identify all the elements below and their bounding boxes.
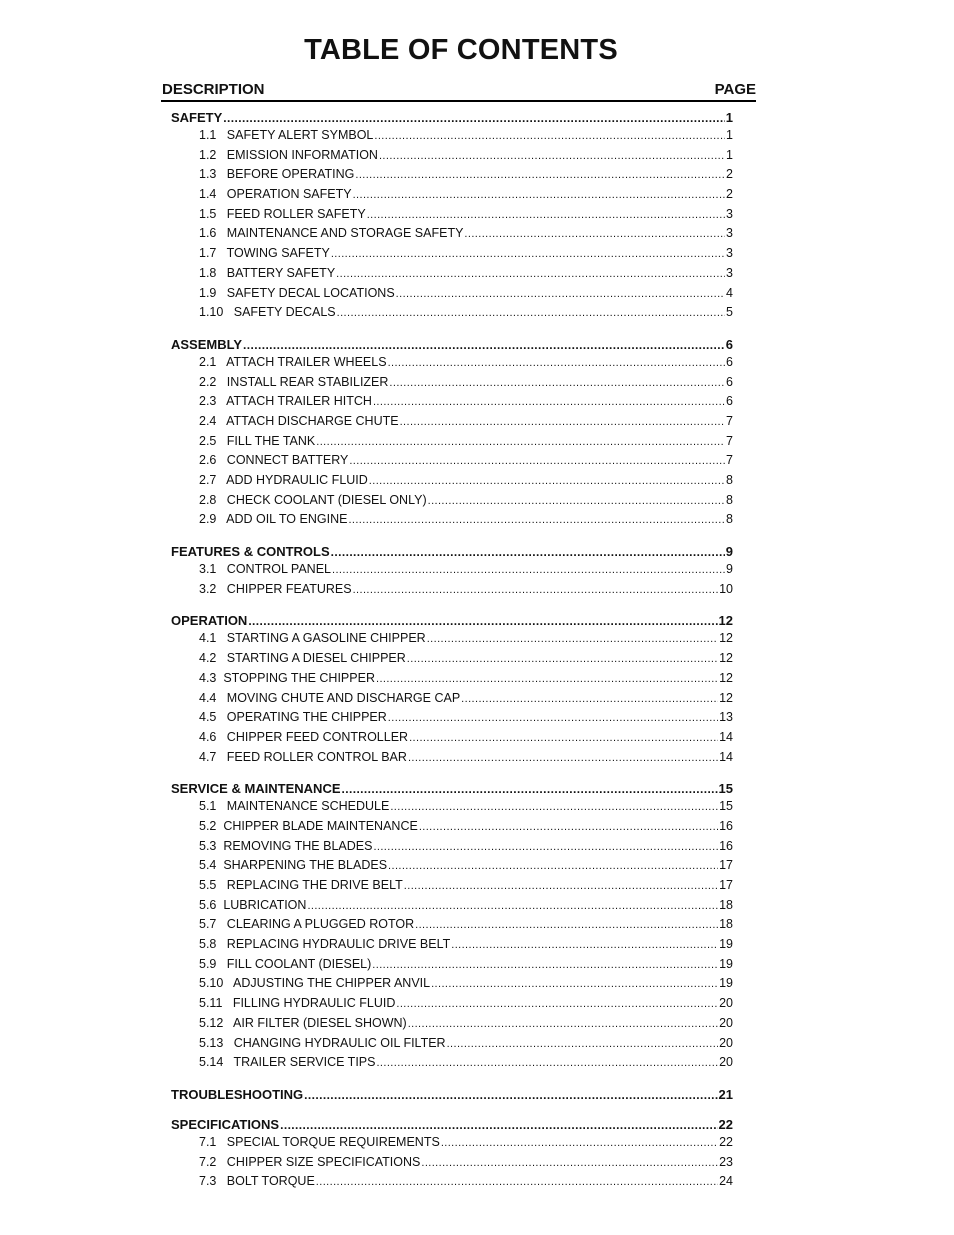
table-of-contents: [171, 109, 733, 1192]
subsection-title: 5.11 FILLING HYDRAULIC FLUID: [199, 996, 396, 1011]
subsection-title: 7.2 CHIPPER SIZE SPECIFICATIONS: [199, 1154, 421, 1169]
toc-subsection-entry[interactable]: [171, 974, 733, 994]
toc-subsection-entry[interactable]: [171, 471, 733, 491]
dot-leader: [369, 472, 725, 491]
toc-section: [171, 612, 733, 767]
subsection-title: 7.3 BOLT TORQUE: [199, 1174, 315, 1189]
toc-subsection-entry[interactable]: [171, 935, 733, 955]
subsection-page-number: 8: [726, 492, 733, 507]
toc-subsection-entry[interactable]: [171, 1014, 733, 1034]
subsection-title: 2.6 CONNECT BATTERY: [199, 453, 349, 468]
dot-leader: [331, 245, 725, 264]
toc-subsection-entry[interactable]: [171, 412, 733, 432]
subsection-title: 5.9 FILL COOLANT (DIESEL): [199, 956, 372, 971]
subsection-title: 2.9 ADD OIL TO ENGINE: [199, 512, 348, 527]
subsection-page-number: 20: [719, 1015, 733, 1030]
toc-subsection-entry[interactable]: [171, 728, 733, 748]
dot-leader: [376, 1054, 718, 1073]
subsection-title: 2.7 ADD HYDRAULIC FLUID: [199, 473, 368, 487]
toc-subsection-entry[interactable]: [171, 1034, 733, 1054]
subsection-page-number: 8: [726, 473, 733, 487]
dot-leader: [349, 452, 725, 471]
subsection-page-number: 18: [719, 897, 733, 912]
dot-leader: [379, 147, 725, 166]
subsection-title: 5.5 REPLACING THE DRIVE BELT: [199, 878, 403, 892]
subsection-title: 3.2 CHIPPER FEATURES: [199, 581, 352, 596]
subsection-page-number: 19: [719, 956, 733, 971]
dot-leader: [409, 729, 718, 748]
subsection-page-number: 3: [726, 265, 733, 280]
toc-section: [171, 543, 733, 599]
toc-subsection-entry[interactable]: [171, 1133, 733, 1153]
toc-subsection-entry[interactable]: [171, 146, 733, 166]
dot-leader: [367, 206, 725, 225]
subsection-title: 3.1 CONTROL PANEL: [199, 562, 331, 577]
subsection-page-number: 19: [719, 937, 733, 952]
toc-subsection-entry[interactable]: [171, 205, 733, 225]
subsection-page-number: 12: [719, 670, 733, 685]
subsection-page-number: 24: [719, 1174, 733, 1189]
subsection-page-number: 6: [726, 394, 733, 409]
subsection-page-number: 17: [719, 858, 733, 873]
subsection-page-number: 12: [719, 651, 733, 666]
toc-subsection-entry[interactable]: [171, 224, 733, 244]
toc-subsection-entry[interactable]: [171, 915, 733, 935]
toc-subsection-entry[interactable]: [171, 876, 733, 896]
subsection-page-number: 16: [719, 838, 733, 853]
toc-section-entry[interactable]: [171, 109, 733, 126]
subsection-title: 4.1 STARTING A GASOLINE CHIPPER: [199, 631, 426, 646]
subsection-title: 5.10 ADJUSTING THE CHIPPER ANVIL: [199, 976, 431, 991]
subsection-page-number: 20: [719, 1055, 733, 1070]
subsection-page-number: 18: [719, 917, 733, 932]
toc-section-entry[interactable]: [171, 543, 733, 560]
subsection-title: 2.1 ATTACH TRAILER WHEELS: [199, 354, 387, 369]
subsection-title: 2.3 ATTACH TRAILER HITCH: [199, 394, 372, 409]
dot-leader: [248, 613, 717, 629]
subsection-page-number: 4: [726, 285, 733, 300]
toc-section: [171, 1086, 733, 1103]
subsection-title: 2.5 FILL THE TANK: [199, 433, 316, 448]
subsection-page-number: 17: [719, 878, 733, 892]
subsection-title: 1.5 FEED ROLLER SAFETY: [199, 206, 366, 221]
dot-leader: [421, 1154, 718, 1173]
dot-leader: [428, 492, 725, 511]
subsection-title: 4.7 FEED ROLLER CONTROL BAR: [199, 749, 407, 764]
toc-column-header: [161, 80, 756, 102]
dot-leader: [464, 225, 725, 244]
dot-leader: [388, 857, 718, 876]
toc-section: [171, 1116, 733, 1192]
toc-subsection-entry[interactable]: [171, 817, 733, 837]
toc-section-entry[interactable]: [171, 336, 733, 353]
subsection-page-number: 23: [719, 1154, 733, 1169]
dot-leader: [407, 650, 718, 669]
dot-leader: [307, 897, 718, 916]
description-column-label: DESCRIPTION: [162, 81, 265, 98]
toc-subsection-entry[interactable]: [171, 126, 733, 146]
subsection-title: 4.6 CHIPPER FEED CONTROLLER: [199, 729, 409, 744]
dot-leader: [419, 818, 718, 837]
toc-subsection-entry[interactable]: [171, 1172, 733, 1192]
toc-subsection-entry[interactable]: [171, 649, 733, 669]
toc-subsection-entry[interactable]: [171, 432, 733, 452]
section-page-number: 12: [718, 613, 733, 629]
dot-leader: [376, 670, 718, 689]
toc-subsection-entry[interactable]: [171, 708, 733, 728]
subsection-page-number: 2: [726, 167, 733, 182]
dot-leader: [388, 709, 718, 728]
subsection-page-number: 14: [719, 729, 733, 744]
subsection-page-number: 15: [719, 799, 733, 814]
section-page-number: 9: [725, 544, 733, 560]
toc-section: [171, 109, 733, 323]
dot-leader: [390, 798, 718, 817]
dot-leader: [353, 581, 719, 600]
dot-leader: [400, 413, 725, 432]
subsection-title: 5.3 REMOVING THE BLADES: [199, 838, 373, 853]
dot-leader: [243, 337, 725, 353]
subsection-page-number: 12: [719, 690, 733, 705]
toc-subsection-entry[interactable]: [171, 560, 733, 580]
subsection-title: 4.3 STOPPING THE CHIPPER: [199, 670, 375, 685]
subsection-title: 1.9 SAFETY DECAL LOCATIONS: [199, 285, 395, 300]
subsection-page-number: 20: [719, 996, 733, 1011]
toc-section-entry[interactable]: [171, 1116, 733, 1133]
subsection-title: 4.5 OPERATING THE CHIPPER: [199, 710, 387, 725]
page-column-label: PAGE: [714, 81, 756, 98]
page-title: TABLE OF CONTENTS: [304, 34, 618, 66]
section-page-number: 1: [725, 110, 733, 125]
dot-leader: [331, 544, 725, 560]
subsection-page-number: 1: [726, 128, 733, 142]
dot-leader: [316, 1173, 718, 1192]
subsection-title: 1.10 SAFETY DECALS: [199, 305, 336, 320]
toc-subsection-entry[interactable]: [171, 837, 733, 857]
subsection-page-number: 3: [726, 206, 733, 221]
dot-leader: [372, 956, 718, 975]
dot-leader: [280, 1117, 717, 1133]
section-page-number: 6: [725, 336, 733, 352]
subsection-title: 1.6 MAINTENANCE AND STORAGE SAFETY: [199, 226, 464, 241]
toc-subsection-entry[interactable]: [171, 994, 733, 1014]
toc-section-entry[interactable]: [171, 780, 733, 797]
toc-subsection-entry[interactable]: [171, 629, 733, 649]
subsection-page-number: 12: [719, 631, 733, 646]
dot-leader: [353, 186, 725, 205]
dot-leader: [373, 838, 718, 857]
subsection-page-number: 22: [719, 1134, 733, 1149]
dot-leader: [388, 354, 725, 373]
subsection-page-number: 19: [719, 976, 733, 991]
subsection-page-number: 9: [726, 562, 733, 577]
dot-leader: [415, 916, 718, 935]
toc-subsection-entry[interactable]: [171, 284, 733, 304]
dot-leader: [396, 285, 725, 304]
dot-leader: [336, 265, 725, 284]
dot-leader: [431, 975, 718, 994]
toc-subsection-entry[interactable]: [171, 797, 733, 817]
section-page-number: 15: [718, 781, 733, 797]
toc-subsection-entry[interactable]: [171, 669, 733, 689]
subsection-title: 5.14 TRAILER SERVICE TIPS: [199, 1055, 376, 1070]
subsection-page-number: 3: [726, 226, 733, 241]
toc-subsection-entry[interactable]: [171, 491, 733, 511]
toc-subsection-entry[interactable]: [171, 244, 733, 264]
toc-subsection-entry[interactable]: [171, 1053, 733, 1073]
toc-subsection-entry[interactable]: [171, 353, 733, 373]
section-title: SERVICE & MAINTENANCE: [171, 781, 341, 797]
toc-subsection-entry[interactable]: [171, 896, 733, 916]
subsection-title: 5.13 CHANGING HYDRAULIC OIL FILTER: [199, 1035, 446, 1050]
toc-section: [171, 336, 733, 530]
subsection-page-number: 10: [719, 581, 733, 596]
dot-leader: [389, 374, 725, 393]
subsection-title: 5.2 CHIPPER BLADE MAINTENANCE: [199, 818, 418, 833]
toc-section-entry[interactable]: [171, 612, 733, 629]
section-title: FEATURES & CONTROLS: [171, 544, 330, 560]
dot-leader: [355, 166, 725, 185]
toc-subsection-entry[interactable]: [171, 185, 733, 205]
toc-subsection-entry[interactable]: [171, 510, 733, 530]
toc-subsection-entry[interactable]: [171, 303, 733, 323]
subsection-title: 5.8 REPLACING HYDRAULIC DRIVE BELT: [199, 937, 451, 952]
dot-leader: [223, 110, 724, 126]
toc-subsection-entry[interactable]: [171, 955, 733, 975]
subsection-page-number: 5: [726, 305, 733, 320]
subsection-page-number: 1: [726, 147, 733, 162]
toc-subsection-entry[interactable]: [171, 580, 733, 600]
subsection-title: 1.7 TOWING SAFETY: [199, 246, 330, 261]
toc-subsection-entry[interactable]: [171, 392, 733, 412]
section-title: SPECIFICATIONS: [171, 1116, 280, 1132]
dot-leader: [374, 127, 725, 146]
subsection-title: 1.1 SAFETY ALERT SYMBOL: [199, 128, 374, 142]
toc-subsection-entry[interactable]: [171, 856, 733, 876]
subsection-title: 5.1 MAINTENANCE SCHEDULE: [199, 799, 390, 814]
dot-leader: [404, 877, 718, 896]
dot-leader: [461, 690, 718, 709]
toc-subsection-entry[interactable]: [171, 264, 733, 284]
subsection-title: 5.12 AIR FILTER (DIESEL SHOWN): [199, 1015, 407, 1030]
toc-subsection-entry[interactable]: [171, 373, 733, 393]
subsection-page-number: 16: [719, 818, 733, 833]
section-title: SAFETY: [171, 110, 223, 125]
toc-section-entry[interactable]: [171, 1086, 733, 1103]
toc-section: [171, 780, 733, 1073]
subsection-page-number: 2: [726, 187, 733, 202]
section-title: OPERATION: [171, 613, 248, 629]
dot-leader: [451, 936, 718, 955]
subsection-page-number: 7: [726, 433, 733, 448]
subsection-page-number: 13: [719, 710, 733, 725]
subsection-title: 4.4 MOVING CHUTE AND DISCHARGE CAP: [199, 690, 461, 705]
dot-leader: [373, 393, 725, 412]
toc-subsection-entry[interactable]: [171, 748, 733, 768]
subsection-title: 5.7 CLEARING A PLUGGED ROTOR: [199, 917, 415, 932]
subsection-page-number: 3: [726, 246, 733, 261]
subsection-page-number: 14: [719, 749, 733, 764]
dot-leader: [447, 1035, 719, 1054]
dot-leader: [427, 630, 718, 649]
subsection-title: 5.4 SHARPENING THE BLADES: [199, 858, 388, 873]
subsection-title: 1.3 BEFORE OPERATING: [199, 167, 355, 182]
dot-leader: [408, 1015, 718, 1034]
subsection-page-number: 7: [726, 453, 733, 468]
subsection-page-number: 20: [719, 1035, 733, 1050]
section-page-number: 21: [718, 1086, 733, 1102]
toc-subsection-entry[interactable]: [171, 689, 733, 709]
subsection-page-number: 7: [726, 413, 733, 428]
dot-leader: [348, 511, 725, 530]
dot-leader: [304, 1087, 717, 1103]
toc-subsection-entry[interactable]: [171, 1153, 733, 1173]
dot-leader: [316, 433, 725, 452]
section-title: ASSEMBLY: [171, 336, 243, 352]
subsection-title: 2.8 CHECK COOLANT (DIESEL ONLY): [199, 492, 427, 507]
subsection-page-number: 6: [726, 354, 733, 369]
subsection-title: 1.2 EMISSION INFORMATION: [199, 147, 378, 162]
dot-leader: [342, 781, 718, 797]
subsection-title: 1.4 OPERATION SAFETY: [199, 187, 352, 202]
subsection-title: 4.2 STARTING A DIESEL CHIPPER: [199, 651, 406, 666]
dot-leader: [332, 561, 725, 580]
toc-subsection-entry[interactable]: [171, 451, 733, 471]
subsection-title: 2.4 ATTACH DISCHARGE CHUTE: [199, 413, 399, 428]
dot-leader: [441, 1134, 718, 1153]
subsection-title: 5.6 LUBRICATION: [199, 897, 307, 912]
dot-leader: [337, 304, 725, 323]
toc-subsection-entry[interactable]: [171, 165, 733, 185]
section-title: TROUBLESHOOTING: [171, 1086, 304, 1102]
dot-leader: [408, 749, 718, 768]
subsection-page-number: 8: [726, 512, 733, 527]
subsection-title: 7.1 SPECIAL TORQUE REQUIREMENTS: [199, 1134, 440, 1149]
section-page-number: 22: [718, 1116, 733, 1132]
subsection-title: 1.8 BATTERY SAFETY: [199, 265, 336, 280]
subsection-page-number: 6: [726, 374, 733, 389]
subsection-title: 2.2 INSTALL REAR STABILIZER: [199, 374, 389, 389]
dot-leader: [396, 995, 718, 1014]
